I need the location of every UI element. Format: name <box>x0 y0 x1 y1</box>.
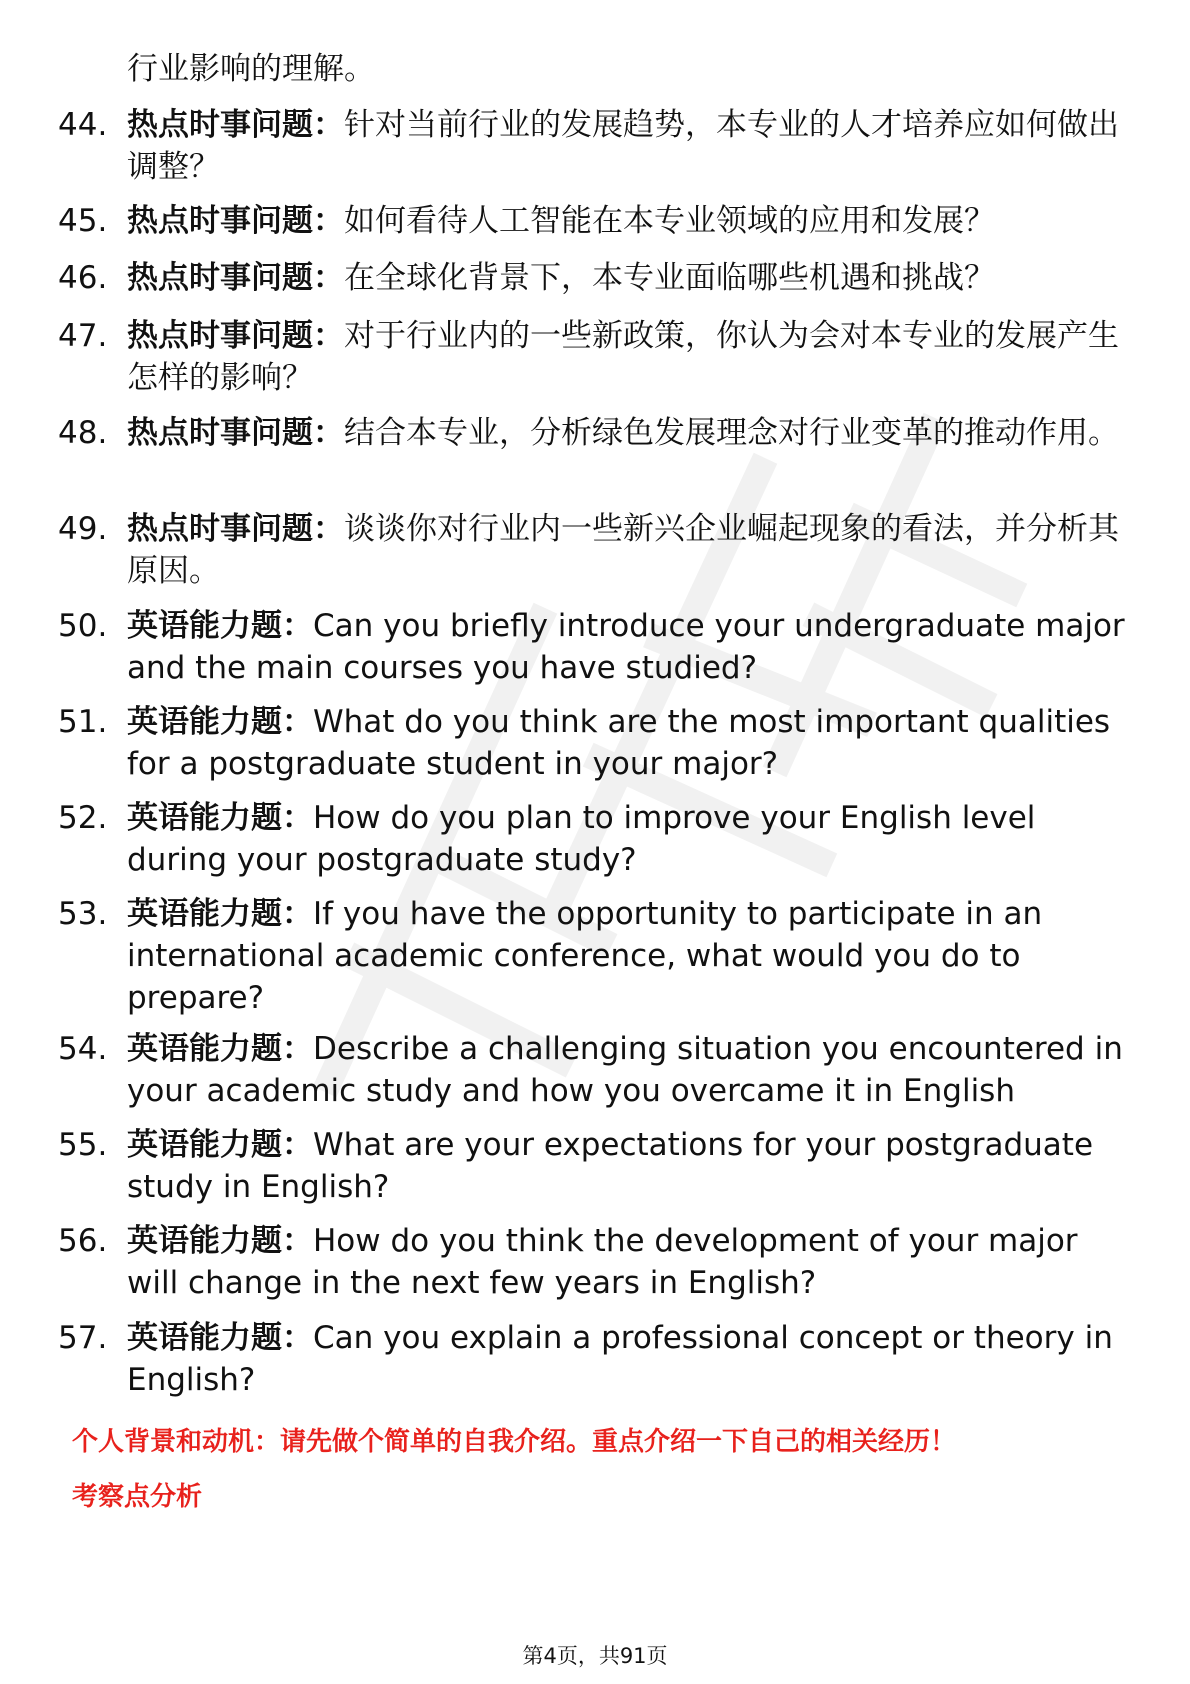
item-number: 49. <box>58 511 108 547</box>
item-category: 英语能力题： <box>127 800 313 836</box>
item-category: 英语能力题： <box>127 608 313 644</box>
item-category: 热点时事问题： <box>127 107 344 143</box>
list-item <box>58 104 1128 188</box>
item-category: 英语能力题： <box>127 1223 313 1259</box>
item-category: 英语能力题： <box>127 1127 313 1163</box>
item-number: 55. <box>58 1127 108 1163</box>
item-number: 44. <box>58 107 108 143</box>
item-number: 51. <box>58 704 108 740</box>
item-number: 47. <box>58 318 108 354</box>
item-text: How do you plan to improve your English level during your postgraduate study? <box>127 800 1036 878</box>
list-item <box>58 200 1128 242</box>
item-number: 48. <box>58 415 108 451</box>
list-item <box>58 412 1128 454</box>
item-category: 热点时事问题： <box>127 203 344 239</box>
page-number: 第4页，共91页 <box>522 1644 668 1668</box>
list-item <box>58 797 1128 881</box>
item-text: 针对当前行业的发展趋势，本专业的人才培养应如何做出调整？ <box>127 107 1119 185</box>
continuation-text: 行业影响的理解。 <box>127 51 375 87</box>
item-number: 54. <box>58 1031 108 1067</box>
item-category: 热点时事问题： <box>127 318 344 354</box>
list-item <box>58 508 1128 592</box>
item-category: 英语能力题： <box>127 1320 313 1356</box>
list-item <box>58 605 1128 689</box>
item-text: How do you think the development of your major will change in the next few years in English? <box>127 1223 1078 1301</box>
item-number: 45. <box>58 203 108 239</box>
list-item <box>58 315 1128 399</box>
item-category: 英语能力题： <box>127 1031 313 1067</box>
item-text: If you have the opportunity to participate in an international academic conference, what would you do to prepare? <box>127 896 1043 1016</box>
list-item <box>58 701 1128 785</box>
list-item <box>58 1028 1128 1112</box>
item-text: 结合本专业，分析绿色发展理念对行业变革的推动作用。 <box>344 415 1119 451</box>
list-item <box>58 1220 1128 1304</box>
item-number: 56. <box>58 1223 108 1259</box>
item-number: 53. <box>58 896 108 932</box>
list-item <box>58 893 1128 1019</box>
section-heading: 个人背景和动机：请先做个简单的自我介绍。重点介绍一下自己的相关经历！ <box>72 1427 957 1457</box>
analysis-heading: 考察点分析 <box>72 1482 203 1512</box>
item-category: 英语能力题： <box>127 896 313 932</box>
item-text: Can you explain a professional concept or theory in English? <box>127 1320 1113 1398</box>
item-text: What do you think are the most important qualities for a postgraduate student in your major? <box>127 704 1111 782</box>
item-number: 50. <box>58 608 108 644</box>
list-item <box>58 1124 1128 1208</box>
item-text: 对于行业内的一些新政策，你认为会对本专业的发展产生怎样的影响？ <box>127 318 1119 396</box>
item-number: 46. <box>58 260 108 296</box>
item-category: 热点时事问题： <box>127 511 344 547</box>
item-number: 52. <box>58 800 108 836</box>
item-category: 热点时事问题： <box>127 415 344 451</box>
item-text: Describe a challenging situation you encountered in your academic study and how you overcame it in English <box>127 1031 1123 1109</box>
item-category: 英语能力题： <box>127 704 313 740</box>
list-item <box>58 1317 1128 1401</box>
item-text: 在全球化背景下，本专业面临哪些机遇和挑战？ <box>344 260 995 296</box>
item-number: 57. <box>58 1320 108 1356</box>
item-text: What are your expectations for your postgraduate study in English? <box>127 1127 1094 1205</box>
item-text: 如何看待人工智能在本专业领域的应用和发展？ <box>344 203 995 239</box>
item-text: Can you briefly introduce your undergraduate major and the main courses you have studied? <box>127 608 1125 686</box>
item-text: 谈谈你对行业内一些新兴企业崛起现象的看法，并分析其原因。 <box>127 511 1119 589</box>
item-category: 热点时事问题： <box>127 260 344 296</box>
list-item <box>58 257 1128 299</box>
